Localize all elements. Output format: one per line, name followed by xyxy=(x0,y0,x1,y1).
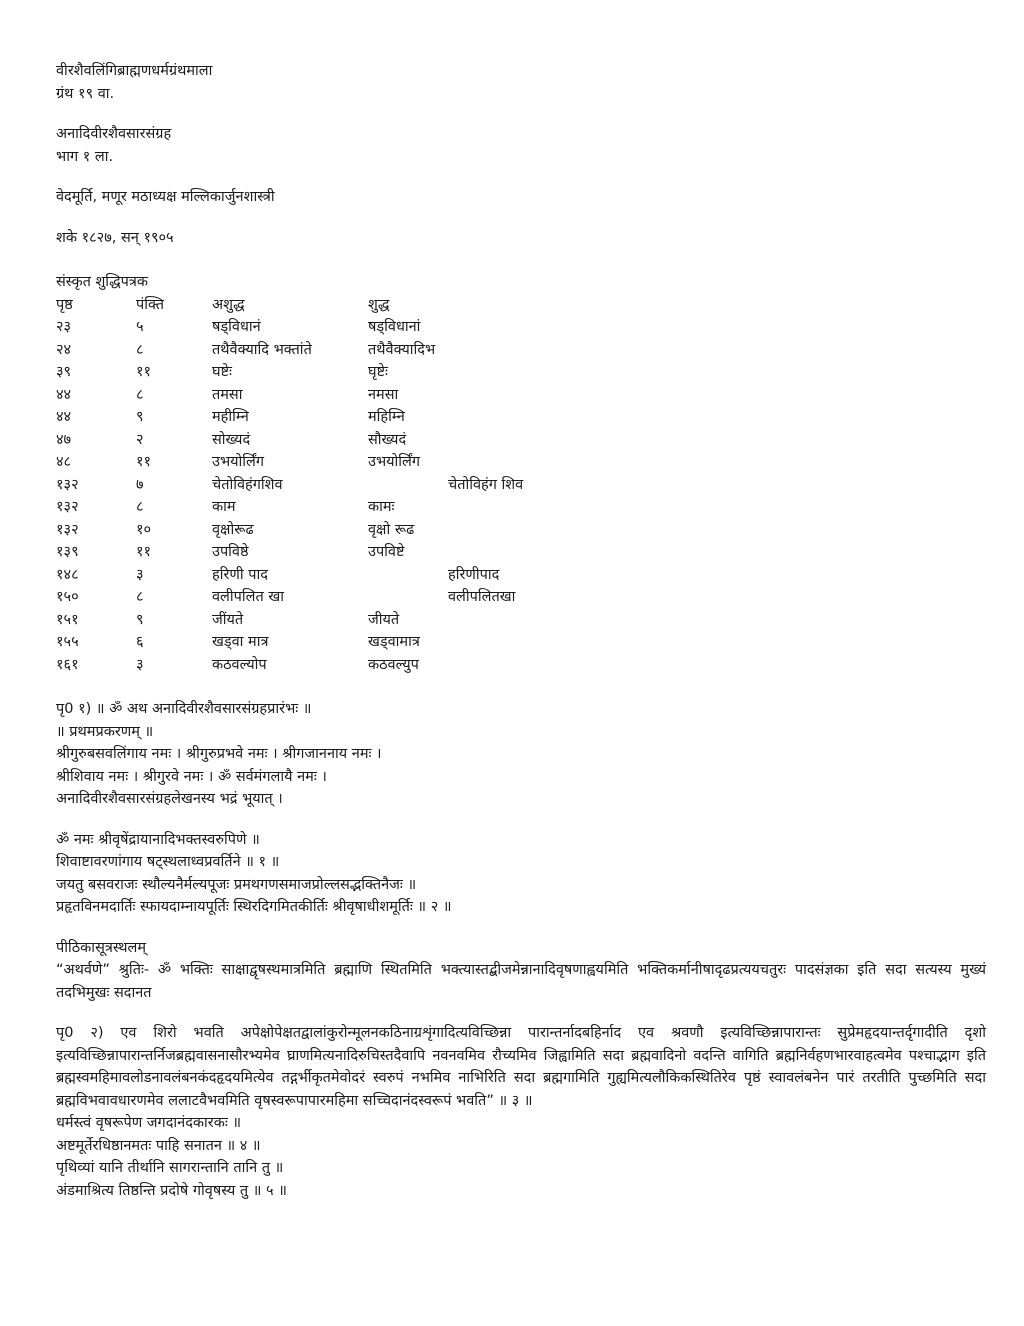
book-title: अनादिवीरशैवसारसंग्रह xyxy=(56,126,172,142)
verse-line: पृथिव्यां यानि तीर्थानि सागरान्तानि तानि तु ॥ xyxy=(56,1160,284,1176)
section-heading: पीठिकासूत्रस्थलम् xyxy=(56,939,146,956)
errata-incorrect-cell: हरिणी पाद xyxy=(212,566,268,583)
errata-correct-cell: उभयोर्लिंग xyxy=(368,454,421,470)
errata-line-cell: ५ xyxy=(136,319,144,335)
errata-correct-cell: कठवल्युप xyxy=(368,656,419,673)
text-line: श्रीशिवाय नमः । श्रीगुरवे नमः । ॐ सर्वमंगलायै नमः । xyxy=(56,768,327,785)
errata-page-cell: ४८ xyxy=(56,454,72,470)
errata-incorrect-cell: काम xyxy=(212,499,236,515)
column-header-correct: शुद्ध xyxy=(368,296,390,313)
errata-incorrect-cell: घष्टेः xyxy=(212,364,232,380)
errata-incorrect-cell: षड्विधानं xyxy=(212,319,261,335)
errata-row xyxy=(56,654,618,677)
volume-number: ग्रंथ १९ वा. xyxy=(56,85,115,102)
errata-correct-cell: वृक्षो रूढ xyxy=(368,521,415,538)
errata-incorrect-cell: उपविष्ठे xyxy=(212,544,249,560)
errata-incorrect-cell: तमसा xyxy=(212,386,243,403)
prose-paragraph: पृ0 २) एव शिरो भवति अपेक्षोपेक्षतद्वालांकुरोन्मूलनकठिनाग्रशृंगादित्यविच्छिन्ना पारान्तर्नादबहिर्नाद एव श्रवणौ इत्यविच्छिन्नापारान्तः सुप्रेमहृदयान्तर्दृगादीति दृशो इत्यविच्छिन्नापारान्तर्निजब्रह्मवासनासौरभ्यमेव घ्राणमित्यनादिरुचिस्तदैवापि नवनवमिव रौच्यमिव जिह्वामिति सदा ब्रह्मवादिनो वदन्ति वागिति ब्रह्मनिर्वहणभारवाहत्वमेव पश्चाद्भाग इति ब्रह्मस्वमहिमावलोडनावलंबनकंदहृदयमित्येव तद्गर्भीकृतमेवोदरं स्वरुपं नभमिव नाभिरिति सदा ब्रह्मगामिति गुह्यमित्यलौकिकस्थितिरेव पृष्ठं स्वावलंबनेन पारं तरतीति पुच्छमिति सदा ब्रह्मविभवावधारणमेव ललाटवैभवमिति वृषस्वरूपापारमहिमा सच्चिदानंदस्वरूपं भवति” ॥ ३ ॥ xyxy=(56,1025,986,1109)
errata-correct-cell: नमसा xyxy=(368,386,399,403)
errata-row xyxy=(56,474,618,497)
errata-incorrect-cell: तथैवैक्यादि भक्तांते xyxy=(212,341,312,358)
errata-section xyxy=(56,271,986,676)
errata-page-cell: १३२ xyxy=(56,521,79,538)
errata-incorrect-cell: सोख्यदं xyxy=(212,431,251,448)
errata-correct-cell: उपविष्टे xyxy=(368,544,405,560)
errata-line-cell: ८ xyxy=(136,499,144,515)
errata-correct-cell: घृष्टेः xyxy=(368,364,388,380)
errata-page-cell: ४७ xyxy=(56,431,72,448)
verse-line: शिवाष्टावरणांगाय षट्स्थलाध्वप्रवर्तिने ॥ १ ॥ xyxy=(56,854,280,870)
document-page xyxy=(56,60,986,1202)
errata-correct-cell: वलीपलितखा xyxy=(448,589,516,605)
prose-paragraph: “अथर्वणे” श्रुतिः- ॐ भक्तिः साक्षाद्वृषस्थमात्रमिति ब्रह्माणि स्थितमिति भक्त्यास्तद्बीजमेन्नानादिवृषणाह्वयमिति भक्तिकर्मानीषादृढप्रत्ययचतुरः पादसंज्ञका इति सदा सत्यस्य मुख्यं तदभिमुखः सदानत xyxy=(56,962,986,1001)
errata-page-cell: २३ xyxy=(56,319,72,335)
errata-line-cell: ३ xyxy=(136,656,144,673)
errata-rows xyxy=(56,316,618,676)
errata-correct-cell: महिम्नि xyxy=(368,409,405,425)
errata-line-cell: ३ xyxy=(136,566,144,583)
verse-line: प्रहृतविनमदार्तिः स्फायदाम्नायपूर्तिः स्थिरदिगमितकीर्तिः श्रीवृषाधीशमूर्तिः ॥ २ ॥ xyxy=(56,899,452,915)
errata-correct-cell: कामः xyxy=(368,499,395,515)
errata-row xyxy=(56,361,618,384)
errata-header-row xyxy=(56,294,618,317)
errata-row xyxy=(56,406,618,429)
verse-line: जयतु बसवराजः स्थौल्यनैर्मल्यपूजः प्रमथगणसमाजप्रोल्लसद्भक्तिनैजः ॥ xyxy=(56,876,417,893)
errata-row xyxy=(56,316,618,339)
errata-incorrect-cell: चेतोविहंगशिव xyxy=(212,476,283,493)
errata-row xyxy=(56,496,618,519)
errata-incorrect-cell: महीम्नि xyxy=(212,409,249,425)
errata-page-cell: १५१ xyxy=(56,611,79,628)
errata-incorrect-cell: वृक्षोरूढ xyxy=(212,521,254,538)
verse-block xyxy=(56,829,986,919)
column-header-page: पृष्ठ xyxy=(56,296,73,313)
publication-date: शके १८२७, सन् १९०५ xyxy=(56,229,174,246)
errata-line-cell: ११ xyxy=(136,544,152,560)
errata-page-cell: १५० xyxy=(56,589,79,605)
errata-correct-cell: खड्वामात्र xyxy=(368,634,420,650)
text-line: श्रीगुरुबसवलिंगाय नमः । श्रीगुरुप्रभवे नमः । श्रीगजाननाय नमः । xyxy=(56,746,382,762)
errata-line-cell: ११ xyxy=(136,454,152,470)
errata-title: संस्कृत शुद्धिपत्रक xyxy=(56,274,149,290)
errata-correct-cell: चेतोविहंग शिव xyxy=(448,476,524,493)
page-two-section xyxy=(56,1022,986,1202)
text-line: अनादिवीरशैवसारसंग्रहलेखनस्य भद्रं भूयात् । xyxy=(56,791,283,807)
errata-line-cell: १० xyxy=(136,521,152,538)
errata-line-cell: ६ xyxy=(136,634,144,650)
errata-incorrect-cell: उभयोर्लिंग xyxy=(212,454,265,470)
errata-correct-cell: तथैवैक्यादिभ xyxy=(368,341,436,358)
text-line: पृ0 १) ॥ ॐ अथ अनादिवीरशैवसारसंग्रहप्रारंभः ॥ xyxy=(56,701,312,717)
errata-incorrect-cell: खड्वा मात्र xyxy=(212,634,269,650)
header-block xyxy=(56,60,986,249)
column-header-line: पंक्ति xyxy=(136,296,165,313)
errata-table xyxy=(56,294,618,677)
errata-correct-cell: जीयते xyxy=(368,611,400,628)
errata-row xyxy=(56,631,618,654)
errata-row xyxy=(56,384,618,407)
errata-incorrect-cell: कठवल्योप xyxy=(212,656,267,673)
part-number: भाग १ ला. xyxy=(56,148,114,165)
text-line: ॥ प्रथमप्रकरणम् ॥ xyxy=(56,723,154,740)
errata-page-cell: १३९ xyxy=(56,544,79,560)
errata-correct-cell: हरिणीपाद xyxy=(448,566,500,583)
errata-line-cell: २ xyxy=(136,431,144,448)
errata-row xyxy=(56,429,618,452)
errata-page-cell: ३९ xyxy=(56,364,72,380)
errata-page-cell: १३२ xyxy=(56,476,79,493)
opening-invocation xyxy=(56,698,986,811)
errata-line-cell: ११ xyxy=(136,364,152,380)
errata-line-cell: ९ xyxy=(136,409,144,425)
errata-incorrect-cell: जींयते xyxy=(212,611,244,628)
errata-incorrect-cell: वलीपलित खा xyxy=(212,589,284,605)
errata-row xyxy=(56,519,618,542)
series-title: वीरशैवलिंगिब्राह्मणधर्मग्रंथमाला xyxy=(56,63,213,79)
errata-page-cell: १६१ xyxy=(56,656,79,673)
pithika-section xyxy=(56,937,986,1005)
errata-row xyxy=(56,586,618,609)
verse-line: ॐ नमः श्रीवृषेंद्रायानादिभक्तस्वरुपिणे ॥ xyxy=(56,831,260,848)
errata-correct-cell: सौख्यदं xyxy=(368,431,407,448)
author: वेदमूर्ति, मणूर मठाध्यक्ष मल्लिकार्जुनशास्त्री xyxy=(56,189,275,205)
errata-page-cell: १५५ xyxy=(56,634,79,650)
errata-page-cell: २४ xyxy=(56,341,72,358)
errata-row xyxy=(56,451,618,474)
verse-line: धर्मस्त्वं वृषरूपेण जगदानंदकारकः ॥ xyxy=(56,1115,242,1131)
errata-line-cell: ८ xyxy=(136,386,144,403)
errata-page-cell: ४४ xyxy=(56,386,72,403)
column-header-incorrect: अशुद्ध xyxy=(212,296,245,313)
errata-row xyxy=(56,339,618,362)
errata-row xyxy=(56,541,618,564)
errata-line-cell: ७ xyxy=(136,476,144,493)
errata-page-cell: ४४ xyxy=(56,409,72,425)
errata-row xyxy=(56,564,618,587)
errata-line-cell: ८ xyxy=(136,589,144,605)
verse-line: अष्टमूर्तेरधिष्ठानमतः पाहि सनातन ॥ ४ ॥ xyxy=(56,1137,261,1154)
errata-page-cell: १३२ xyxy=(56,499,79,515)
errata-row xyxy=(56,609,618,632)
errata-line-cell: ९ xyxy=(136,611,144,628)
errata-correct-cell: षड्विधानां xyxy=(368,319,421,335)
verse-line: अंडमाश्रित्य तिष्ठन्ति प्रदोषे गोवृषस्य तु ॥ ५ ॥ xyxy=(56,1182,287,1199)
errata-line-cell: ८ xyxy=(136,341,144,358)
errata-page-cell: १४८ xyxy=(56,566,79,583)
